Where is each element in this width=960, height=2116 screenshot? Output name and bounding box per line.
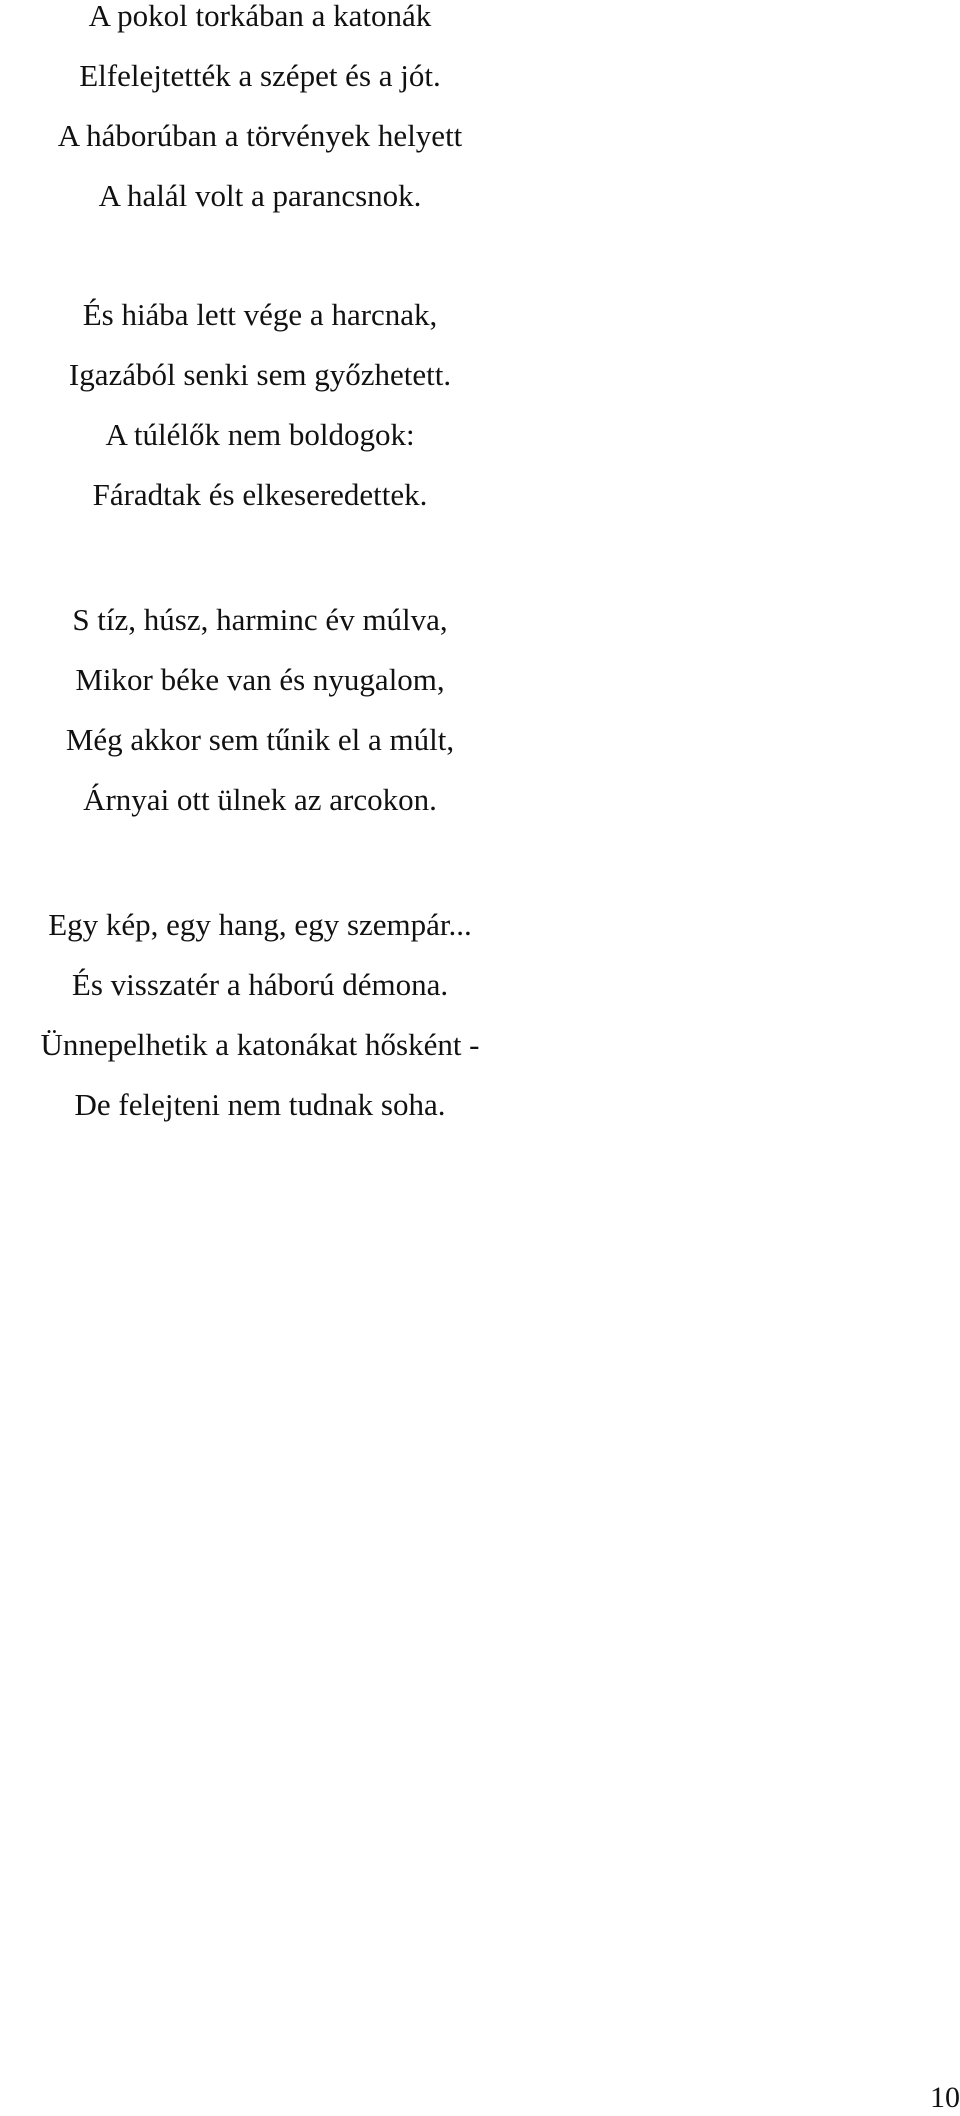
stanza-3 <box>0 590 520 830</box>
poem-line: Még akkor sem tűnik el a múlt, <box>65 722 455 757</box>
poem-line: A háborúban a törvények helyett <box>57 118 463 153</box>
stanza-1 <box>0 0 520 226</box>
poem-line: Árnyai ott ülnek az arcokon. <box>83 782 437 817</box>
poem-line: És visszatér a háború démona. <box>71 967 449 1002</box>
poem-line: Elfelejtették a szépet és a jót. <box>79 58 441 93</box>
poem-line: Mikor béke van és nyugalom, <box>75 662 445 697</box>
poem-line: És hiába lett vége a harcnak, <box>82 297 438 332</box>
stanza-2 <box>0 285 520 525</box>
poem-line: Fáradtak és elkeseredettek. <box>92 477 428 512</box>
stanza-4 <box>0 895 520 1135</box>
poem-line: A túlélők nem boldogok: <box>105 417 415 452</box>
poem-line: A halál volt a parancsnok. <box>98 178 422 213</box>
poem-line: S tíz, húsz, harminc év múlva, <box>72 602 448 637</box>
poem-line: Ünnepelhetik a katonákat hősként - <box>40 1027 480 1062</box>
poem-line: A pokol torkában a katonák <box>88 0 432 33</box>
poem-line: Igazából senki sem győzhetett. <box>68 357 452 392</box>
poem-line: De felejteni nem tudnak soha. <box>74 1087 446 1122</box>
page-number: 10 <box>930 2081 960 2114</box>
poem-line: Egy kép, egy hang, egy szempár... <box>48 907 472 942</box>
